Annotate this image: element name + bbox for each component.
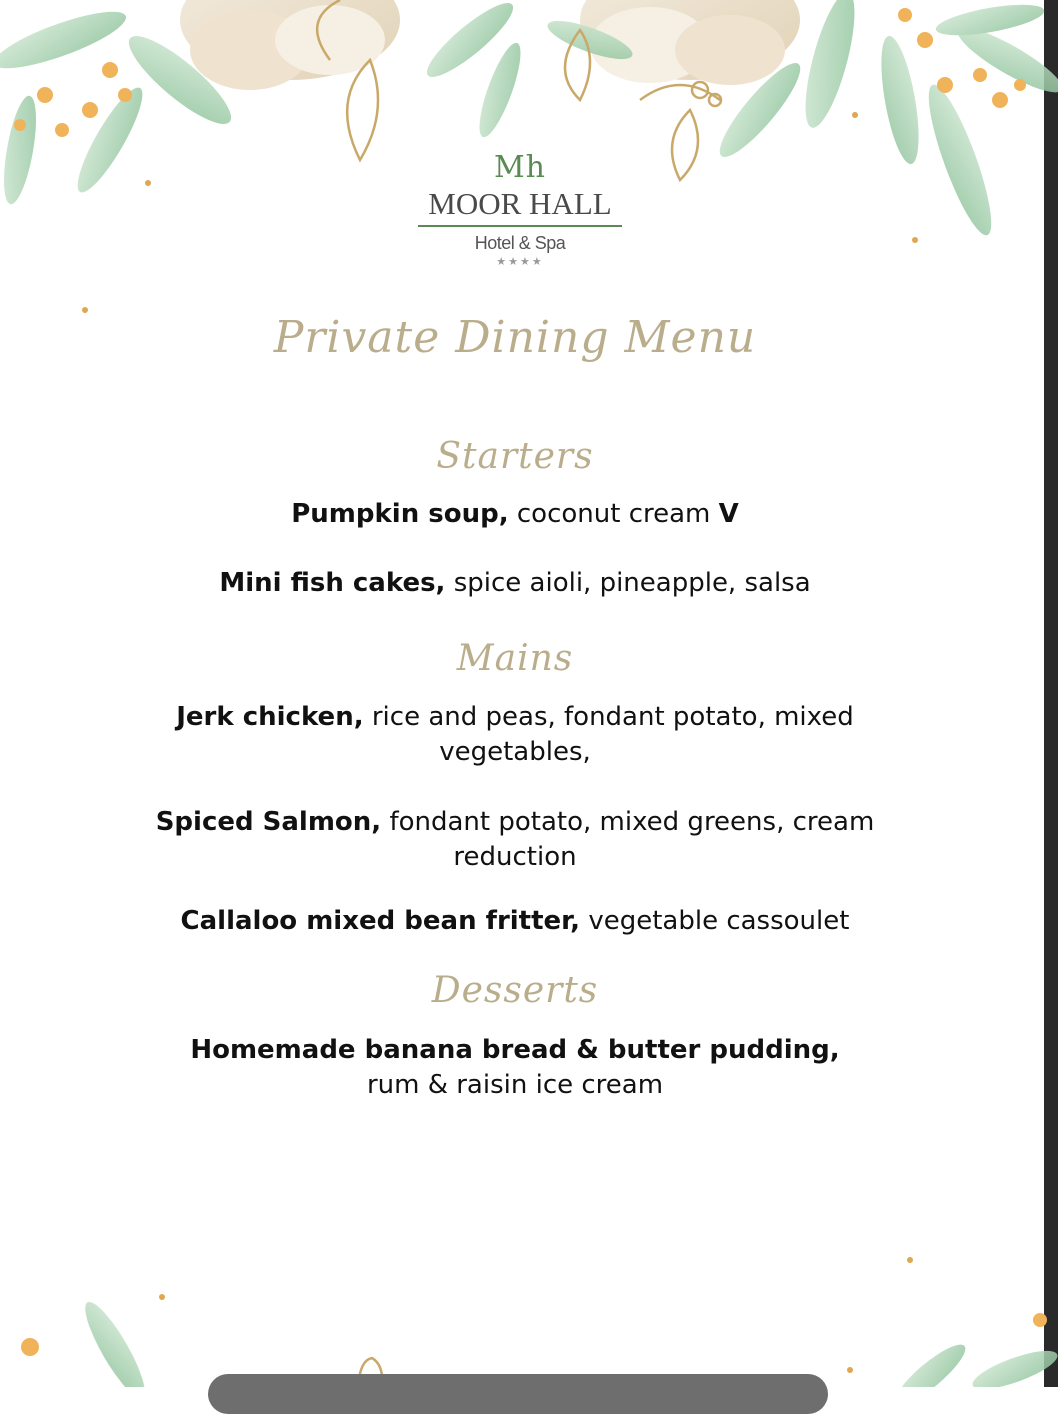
dish-description: spice aioli, pineapple, salsa [445, 568, 811, 598]
menu-title: Private Dining Menu [273, 312, 757, 363]
hotel-logo [0, 150, 1040, 268]
dish-description: rice and peas, fondant potato, mixed vegetables, [363, 702, 854, 767]
dish-description: rum & raisin ice cream [366, 1070, 664, 1100]
menu-item [100, 566, 930, 601]
dish-name: Jerk chicken, [176, 702, 364, 732]
dish-name: Mini fish cakes, [219, 568, 446, 598]
dish-description: fondant potato, mixed greens, cream reduction [381, 807, 875, 872]
dish-name: Homemade banana bread & butter pudding, [190, 1035, 840, 1065]
logo-subtitle: Hotel & Spa [474, 233, 566, 253]
menu-item [100, 497, 930, 532]
dish-description: vegetable cassoulet [580, 906, 850, 936]
screen-edge [1044, 0, 1058, 1387]
menu-item [100, 1033, 930, 1103]
home-indicator-bar[interactable] [208, 1374, 828, 1414]
dish-dietary-mark: V [718, 499, 739, 529]
logo-monogram: Mh [493, 150, 547, 185]
dish-name: Pumpkin soup, [291, 499, 509, 529]
section-heading-desserts: Desserts [431, 970, 599, 1011]
dish-name: Spiced Salmon, [155, 807, 382, 837]
dish-name: Callaloo mixed bean fritter, [180, 906, 581, 936]
section-heading-mains: Mains [456, 638, 574, 679]
menu-item [100, 904, 930, 939]
menu-item [150, 700, 880, 770]
logo-name: MOOR HALL [428, 186, 612, 221]
dish-description: coconut cream [508, 499, 719, 529]
menu-item [130, 805, 900, 875]
logo-divider [418, 225, 622, 227]
flower-top-right [580, 0, 800, 85]
flower-top-left [180, 0, 400, 90]
section-heading-starters: Starters [436, 436, 594, 477]
logo-stars: ★★★★ [496, 255, 544, 268]
